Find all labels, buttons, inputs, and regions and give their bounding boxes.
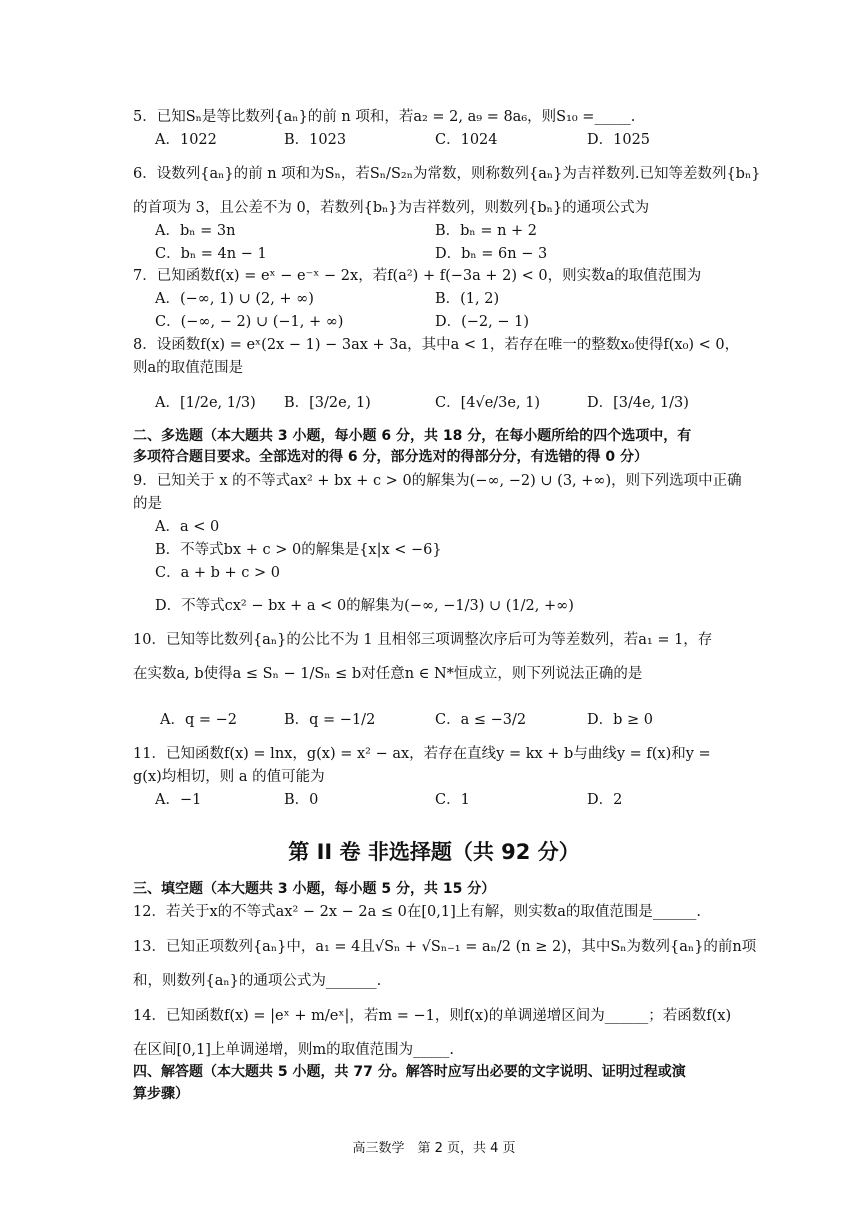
q13-stem-line1: 13．已知正项数列{aₙ}中，a₁ = 4且√Sₙ + √Sₙ₋₁ = aₙ/2 (n ≥ 2)，其中Sₙ为数列{aₙ}的前n项 xyxy=(133,939,757,955)
q14-stem-line1: 14．已知函数f(x) = |eˣ + m/eˣ|，若m = −1，则f(x)的单调递增区间为______；若函数f(x) xyxy=(133,1008,732,1024)
q13-stem-line2: 和，则数列{aₙ}的通项公式为_______. xyxy=(133,973,382,989)
q5-option-d: D．1025 xyxy=(587,132,651,148)
q10-option-d: D．b ≥ 0 xyxy=(587,712,654,728)
q11-option-b: B．0 xyxy=(284,792,319,808)
section2-heading-line2: 多项符合题目要求。全部选对的得 6 分，部分选对的得部分分，有选错的得 0 分） xyxy=(133,449,648,465)
q7-stem: 7．已知函数f(x) = eˣ − e⁻ˣ − 2x，若f(a²) + f(−3a + 2) < 0，则实数a的取值范围为 xyxy=(133,268,702,284)
q7-option-a: A．(−∞, 1) ∪ (2, + ∞) xyxy=(155,291,314,307)
q11-option-a: A．−1 xyxy=(155,792,202,808)
q8-stem-line1: 8．设函数f(x) = eˣ(2x − 1) − 3ax + 3a，其中a < 1，若存在唯一的整数x₀使得f(x₀) < 0， xyxy=(133,337,740,353)
q10-option-c: C．a ≤ −3/2 xyxy=(435,712,527,728)
section3-heading: 三、填空题（本大题共 3 小题，每小题 5 分，共 15 分） xyxy=(133,881,496,897)
q8-option-a: A．[1/2e, 1/3) xyxy=(155,395,256,411)
q7-option-c: C．(−∞, − 2) ∪ (−1, + ∞) xyxy=(155,314,344,330)
q6-option-d: D．bₙ = 6n − 3 xyxy=(435,246,548,262)
q6-stem-line2: 的首项为 3，且公差不为 0，若数列{bₙ}为吉祥数列，则数列{bₙ}的通项公式为 xyxy=(133,200,650,216)
q9-stem-line1: 9．已知关于 x 的不等式ax² + bx + c > 0的解集为(−∞, −2) ∪ (3, +∞)，则下列选项中正确 xyxy=(133,473,742,489)
q10-stem-line2: 在实数a, b使得a ≤ Sₙ − 1/Sₙ ≤ b对任意n ∈ N*恒成立，则下列说法正确的是 xyxy=(133,666,643,682)
q14-stem-line2: 在区间[0,1]上单调递增，则m的取值范围为_____. xyxy=(133,1042,454,1058)
q5-option-a: A．1022 xyxy=(155,132,217,148)
part2-title: 第 II 卷 非选择题（共 92 分） xyxy=(288,840,580,864)
q9-option-d: D．不等式cx² − bx + a < 0的解集为(−∞, −1/3) ∪ (1/2, +∞) xyxy=(155,598,574,614)
q7-option-d: D．(−2, − 1) xyxy=(435,314,530,330)
page-footer: 高三数学 第 2 页，共 4 页 xyxy=(352,1141,516,1156)
q8-option-c: C．[4√e/3e, 1) xyxy=(435,395,541,411)
q9-option-a: A．a < 0 xyxy=(155,519,220,535)
q5-option-c: C．1024 xyxy=(435,132,498,148)
q8-option-d: D．[3/4e, 1/3) xyxy=(587,395,689,411)
q6-option-c: C．bₙ = 4n − 1 xyxy=(155,246,267,262)
q6-stem-line1: 6．设数列{aₙ}的前 n 项和为Sₙ，若Sₙ/S₂ₙ为常数，则称数列{aₙ}为吉祥数列.已知等差数列{bₙ} xyxy=(133,166,761,182)
q9-stem-line2: 的是 xyxy=(133,496,162,512)
q12-stem: 12．若关于x的不等式ax² − 2x − 2a ≤ 0在[0,1]上有解，则实数a的取值范围是______. xyxy=(133,904,701,920)
q10-option-a: A．q = −2 xyxy=(160,712,237,728)
q8-stem-line2: 则a的取值范围是 xyxy=(133,360,244,376)
q10-option-b: B．q = −1/2 xyxy=(284,712,376,728)
section4-heading-line1: 四、解答题（本大题共 5 小题，共 77 分。解答时应写出必要的文字说明、证明过程或演 xyxy=(133,1064,686,1080)
section2-heading-line1: 二、多选题（本大题共 3 小题，每小题 6 分，共 18 分，在每小题所给的四个选项中，有 xyxy=(133,428,692,444)
q9-option-b: B．不等式bx + c > 0的解集是{x|x < −6} xyxy=(155,542,442,558)
q10-stem-line1: 10．已知等比数列{aₙ}的公比不为 1 且相邻三项调整次序后可为等差数列，若a₁ = 1，存 xyxy=(133,632,713,648)
q5-stem: 5．已知Sₙ是等比数列{aₙ}的前 n 项和，若a₂ = 2, a₉ = 8a₆，则S₁₀ =_____. xyxy=(133,109,636,125)
q6-option-b: B．bₙ = n + 2 xyxy=(435,223,538,239)
q7-option-b: B．(1, 2) xyxy=(435,291,500,307)
q8-option-b: B．[3/2e, 1) xyxy=(284,395,371,411)
q9-option-c: C．a + b + c > 0 xyxy=(155,565,280,581)
q11-option-d: D．2 xyxy=(587,792,623,808)
q11-option-c: C．1 xyxy=(435,792,470,808)
q6-option-a: A．bₙ = 3n xyxy=(155,223,236,239)
q5-option-b: B．1023 xyxy=(284,132,347,148)
q11-stem-line2: g(x)均相切，则 a 的值可能为 xyxy=(133,769,325,785)
section4-heading-line2: 算步骤） xyxy=(133,1086,189,1102)
q11-stem-line1: 11．已知函数f(x) = lnx，g(x) = x² − ax，若存在直线y = kx + b与曲线y = f(x)和y = xyxy=(133,746,711,762)
